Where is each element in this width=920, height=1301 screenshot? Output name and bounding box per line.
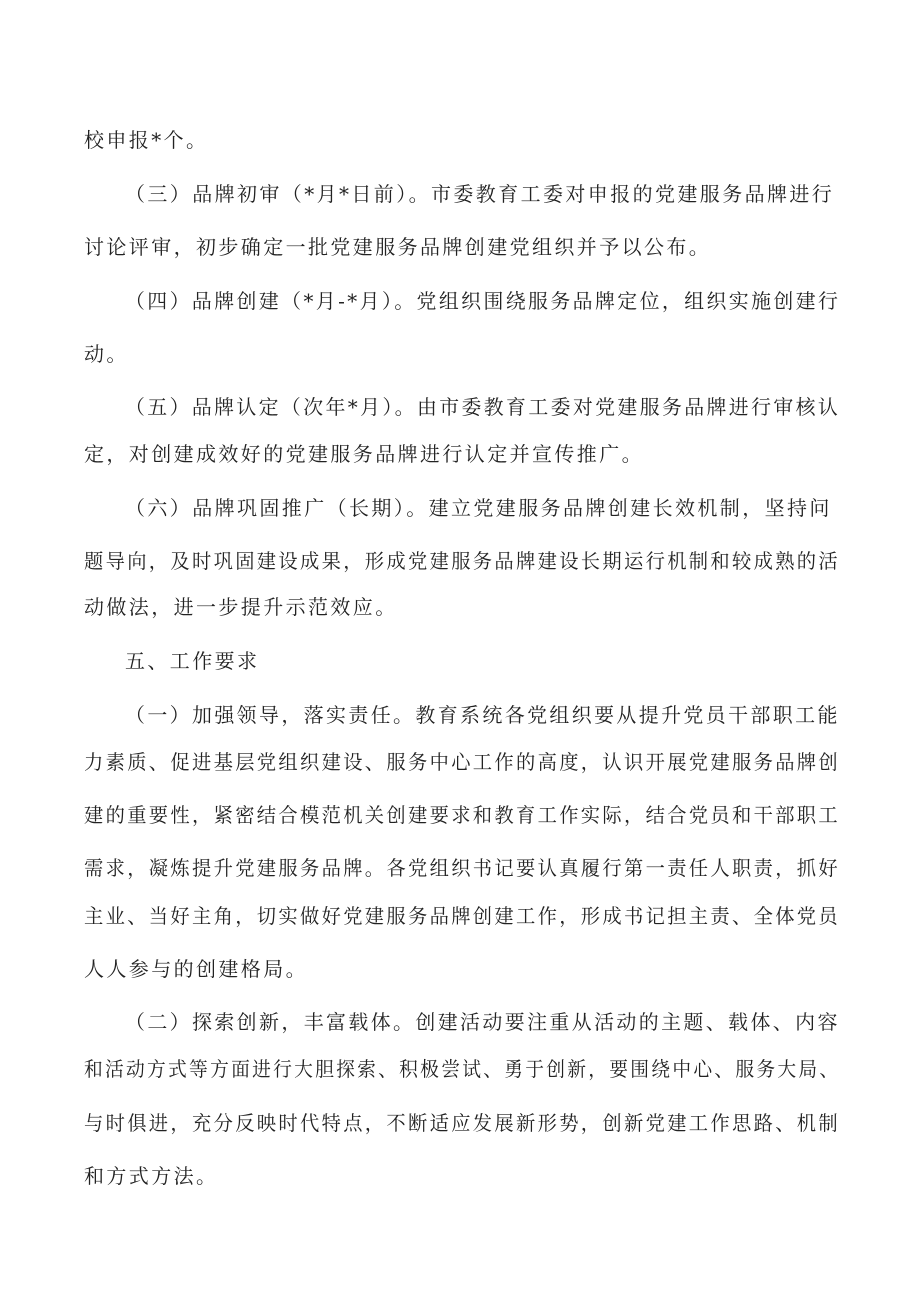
text-line: （四）品牌创建（*月-*月）。党组织围绕服务品牌定位，组织实施创建行 <box>125 289 841 313</box>
text-line: 动做法，进一步提升示范效应。 <box>84 595 398 619</box>
section-heading: 五、工作要求 <box>125 649 260 673</box>
text-line: （六）品牌巩固推广（长期）。建立党建服务品牌创建长效机制，坚持问 <box>125 496 832 520</box>
text-line: 建的重要性，紧密结合模范机关创建要求和教育工作实际，结合党员和干部职工 <box>84 803 841 827</box>
text-line: 定，对创建成效好的党建服务品牌进行认定并宣传推广。 <box>84 442 644 466</box>
text-line: 动。 <box>84 342 129 366</box>
text-line: （五）品牌认定（次年*月）。由市委教育工委对党建服务品牌进行审核认 <box>125 395 841 419</box>
text-line: 和方式方法。 <box>84 1164 219 1188</box>
text-line: （三）品牌初审（*月*日前）。市委教育工委对申报的党建服务品牌进行 <box>125 182 835 206</box>
text-line: 题导向，及时巩固建设成果，形成党建服务品牌建设长期运行机制和较成熟的活 <box>84 549 841 573</box>
text-line: 讨论评审，初步确定一批党建服务品牌创建党组织并予以公布。 <box>84 235 712 259</box>
text-line: （二）探索创新，丰富载体。创建活动要注重从活动的主题、载体、内容 <box>125 1010 840 1034</box>
text-line: 校申报*个。 <box>84 128 209 152</box>
text-line: 和活动方式等方面进行大胆探索、积极尝试、勇于创新，要围绕中心、服务大局、 <box>84 1057 841 1081</box>
text-line: 与时俱进，充分反映时代特点，不断适应发展新形势，创新党建工作思路、机制 <box>84 1111 841 1135</box>
text-line: 力素质、促进基层党组织建设、服务中心工作的高度，认识开展党建服务品牌创 <box>84 750 841 774</box>
text-line: 主业、当好主角，切实做好党建服务品牌创建工作，形成书记担主责、全体党员 <box>84 904 841 928</box>
text-line: 需求，凝炼提升党建服务品牌。各党组织书记要认真履行第一责任人职责，抓好 <box>84 856 841 880</box>
text-line: （一）加强领导，落实责任。教育系统各党组织要从提升党员干部职工能 <box>125 703 840 727</box>
text-line: 人人参与的创建格局。 <box>84 957 308 981</box>
